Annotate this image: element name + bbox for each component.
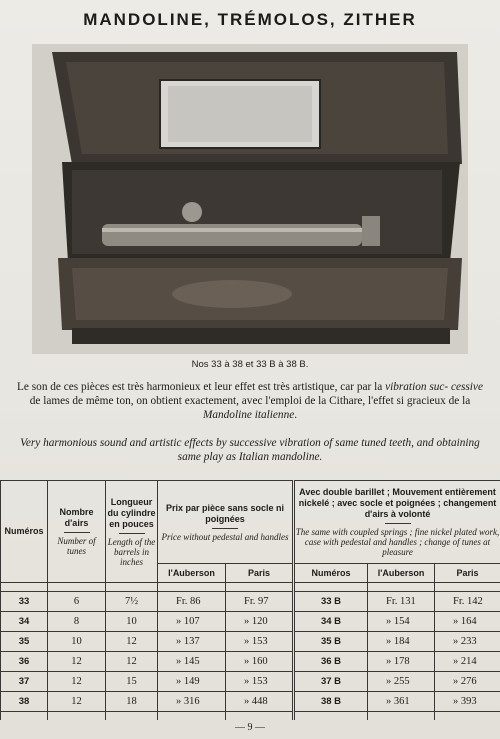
cell-auberson-b: » 154: [368, 612, 435, 632]
cell-numero: 33: [1, 592, 48, 612]
table-row: [1, 632, 500, 652]
cell-auberson: » 149: [158, 672, 226, 692]
cell-auberson-b: » 255: [368, 672, 435, 692]
cell-paris-b: Fr. 142: [435, 592, 500, 612]
cell-auberson-b: » 184: [368, 632, 435, 652]
cell-auberson: Fr. 86: [158, 592, 226, 612]
cell-airs: 12: [48, 652, 106, 672]
cell-auberson: » 316: [158, 692, 226, 712]
description-fr-part2: de lames de même ton, on obtient exactement, avec l'emploi de la Cithare, l'effet si gracieux de la: [29, 395, 471, 407]
header-longueur-fr: Longueur du cylindre en pouces: [107, 496, 156, 529]
header-numeros-b: Numéros: [294, 564, 368, 583]
cell-airs: 12: [48, 692, 106, 712]
header-prix-en: Price without pedestal and handles: [161, 531, 289, 542]
header-double-barillet: [294, 481, 500, 564]
header-auberson-b: l'Auberson: [368, 564, 435, 583]
cell-auberson-b: » 178: [368, 652, 435, 672]
music-box-illustration: [32, 44, 468, 354]
header-double-en: The same with coupled springs ; fine nickel plated work, case with pedestal and handles ; change of tunes at pleasure: [295, 527, 500, 557]
cell-paris: » 448: [226, 692, 294, 712]
cell-paris-b: » 233: [435, 632, 500, 652]
cell-auberson: » 107: [158, 612, 226, 632]
cell-numero-b: 38 B: [294, 692, 368, 712]
photo-caption: Nos 33 à 38 et 33 B à 38 B.: [191, 359, 309, 370]
cell-paris: Fr. 97: [226, 592, 294, 612]
cell-airs: 12: [48, 672, 106, 692]
description-english: Very harmonious sound and artistic effects by successive vibration of same tuned teeth, and obtaining same play as Italian mandoline.: [20, 437, 480, 463]
description-fr-italic1: vibration suc- cessive: [385, 381, 483, 393]
header-longueur-en: Length of the barrels in inches: [107, 536, 156, 567]
table-row: [1, 672, 500, 692]
header-paris-b: Paris: [435, 564, 500, 583]
cell-airs: 10: [48, 632, 106, 652]
divider: [385, 523, 411, 524]
header-paris: Paris: [226, 564, 294, 583]
cell-auberson-b: » 361: [368, 692, 435, 712]
header-prix-fr: Prix par pièce sans socle ni poignées: [165, 502, 285, 524]
music-box-photo: [32, 44, 468, 354]
description-fr-part1: Le son de ces pièces est très harmonieux et leur effet est très artistique, car par la: [17, 381, 386, 393]
cell-airs: 6: [48, 592, 106, 612]
table-row: [1, 592, 500, 612]
page-title: MANDOLINE, TRÉMOLOS, ZITHER: [83, 10, 417, 29]
cell-numero-b: 35 B: [294, 632, 368, 652]
divider: [212, 528, 238, 529]
cell-numero-b: 37 B: [294, 672, 368, 692]
cell-numero: 36: [1, 652, 48, 672]
table-row: [1, 652, 500, 672]
table-spacer-row: [1, 583, 500, 592]
header-prix: [158, 481, 294, 564]
table-row: [1, 612, 500, 632]
header-nombre-airs: [48, 481, 106, 583]
cell-numero: 38: [1, 692, 48, 712]
cell-paris: » 153: [226, 632, 294, 652]
cell-length: 18: [106, 692, 158, 712]
cell-length: 15: [106, 672, 158, 692]
description-fr-part3: .: [294, 409, 298, 421]
cell-paris: » 153: [226, 672, 294, 692]
divider: [64, 532, 90, 533]
cell-numero: 35: [1, 632, 48, 652]
cell-auberson: » 137: [158, 632, 226, 652]
description-fr-italic2: Mandoline italienne: [202, 409, 295, 421]
cell-auberson: » 145: [158, 652, 226, 672]
header-numeros: Numéros: [1, 481, 48, 583]
cell-numero-b: 34 B: [294, 612, 368, 632]
divider: [119, 533, 145, 534]
cell-length: 10: [106, 612, 158, 632]
cell-paris-b: » 393: [435, 692, 500, 712]
cell-paris: » 160: [226, 652, 294, 672]
cell-length: 7½: [106, 592, 158, 612]
cell-auberson-b: Fr. 131: [368, 592, 435, 612]
cell-numero-b: 33 B: [294, 592, 368, 612]
table-spacer-row: [1, 712, 500, 721]
header-nombre-en: Number of tunes: [57, 536, 96, 556]
cell-paris-b: » 276: [435, 672, 500, 692]
cell-length: 12: [106, 652, 158, 672]
header-nombre-fr: Nombre d'airs: [59, 507, 94, 528]
table-row: [1, 692, 500, 712]
cell-paris-b: » 164: [435, 612, 500, 632]
cell-airs: 8: [48, 612, 106, 632]
cell-length: 12: [106, 632, 158, 652]
cell-numero: 34: [1, 612, 48, 632]
header-auberson: l'Auberson: [158, 564, 226, 583]
cell-paris-b: » 214: [435, 652, 500, 672]
cell-paris: » 120: [226, 612, 294, 632]
cell-numero: 37: [1, 672, 48, 692]
page-number: — 9 —: [235, 722, 265, 733]
header-longueur: [106, 481, 158, 583]
description-french: [14, 380, 486, 422]
cell-numero-b: 36 B: [294, 652, 368, 672]
header-double-fr: Avec double barillet ; Mouvement entièrement nickelé ; avec socle et poignées ; changement d'airs à volonté: [298, 487, 497, 519]
price-table: [0, 480, 500, 720]
